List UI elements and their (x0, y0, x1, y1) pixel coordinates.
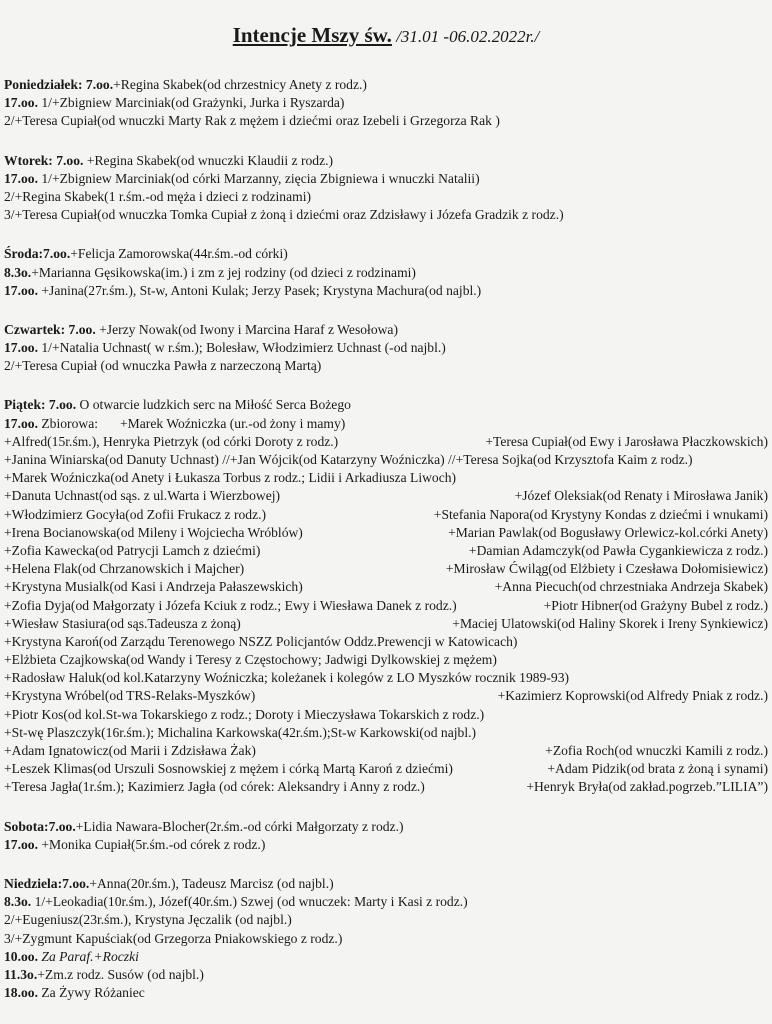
intention-right: +Damian Adamczyk(od Pawła Cygankiewicza z rodz.) (468, 542, 768, 558)
mass-time: Czwartek: 7.oo. (4, 321, 96, 337)
intention-left: +Krystyna Wróbel(od TRS-Relaks-Myszków) (4, 688, 256, 704)
intention-line (4, 706, 768, 724)
intention-left: +Alfred(15r.śm.), Henryka Pietrzyk (od córki Doroty z rodz.) (4, 433, 339, 449)
intention-line (4, 687, 768, 705)
mass-time: 17.oo. (4, 95, 38, 111)
intention-text: +Lidia Nawara-Blocher(2r.śm.-od córki Małgorzaty z rodz.) (75, 818, 404, 834)
mass-time: 17.oo. (4, 170, 38, 186)
intention-italic: Za Paraf.+Roczki (37, 948, 139, 964)
mass-time: 11.3o. (4, 966, 38, 982)
intention-line (4, 760, 768, 778)
intention-text: +Marianna Gęsikowska(im.) i zm z jej rodziny (od dzieci z rodzinami) (31, 264, 416, 280)
mass-time: 17.oo. (4, 415, 38, 431)
intention-text: 2/+Teresa Cupiał(od wnuczki Marty Rak z mężem i dziećmi oraz Izebeli i Grzegorza Rak ) (4, 113, 500, 129)
intention-text: +Regina Skabek(od chrzestnicy Anety z rodz.) (113, 77, 367, 92)
page-title (0, 22, 772, 50)
intention-text: Za Żywy Różaniec (37, 985, 145, 1001)
intention-line (4, 170, 768, 188)
intention-left: +Radosław Haluk(od kol.Katarzyny Woźniczka; koleżanek i kolegów z LO Myszków rocznik 1989-93) (4, 670, 570, 686)
intention-text: 3/+Zygmunt Kapuściak(od Grzegorza Pniakowskiego z rodz.) (4, 930, 343, 946)
intention-text: +Felicja Zamorowska(44r.śm.-od córki) (70, 246, 288, 262)
intention-left: +Teresa Jagła(1r.śm.); Kazimierz Jagła (od córek: Aleksandry i Anny z rodz.) (4, 779, 425, 795)
intention-right: +Mirosław Ćwiląg(od Elżbiety i Czesława Dołomisiewicz) (445, 561, 768, 577)
intention-text: 2/+Eugeniusz(23r.śm.), Krystyna Jęczalik (od najbl.) (4, 912, 292, 928)
intention-line (4, 506, 768, 524)
title-dates: /31.01 -06.02.2022r./ (391, 27, 540, 46)
intention-line (4, 875, 768, 893)
intention-left: +Adam Ignatowicz(od Marii i Zdzisława Żak) (4, 743, 256, 758)
mass-time: Poniedziałek: 7.oo. (4, 77, 114, 92)
intention-right: +Zofia Roch(od wnuczki Kamili z rodz.) (545, 743, 768, 758)
intention-line (4, 357, 768, 375)
intention-left: +Krystyna Karoń(od Zarządu Terenowego NSZZ Policjantów Oddz.Prewencji w Katowicach) (4, 633, 518, 649)
intention-text: 1/+Natalia Uchnast( w r.śm.); Bolesław, Włodzimierz Uchnast (-od najbl.) (37, 340, 446, 356)
intention-line (4, 669, 768, 687)
intention-left: +Elżbieta Czajkowska(od Wandy i Teresy z Częstochowy; Jadwigi Dylkowskiej z mężem) (4, 652, 497, 668)
intention-text: O otwarcie ludzkich serc na Miłość Serca Bożego (76, 397, 351, 413)
intention-line (4, 469, 768, 487)
intention-line (4, 188, 768, 206)
friday-intentions (4, 433, 768, 797)
intention-line (4, 112, 768, 130)
intention-text: 1/+Zbigniew Marciniak(od Grażynki, Jurka i Ryszarda) (37, 95, 345, 111)
mass-time: 17.oo. (4, 836, 38, 852)
intention-left: +Piotr Kos(od kol.St-wa Tokarskiego z rodz.; Doroty i Mieczysława Tokarskich z rodz.) (4, 706, 485, 722)
intention-left: +Leszek Klimas(od Urszuli Sosnowskiej z mężem i córką Martą Karoń z dziećmi) (4, 761, 453, 777)
intention-right: +Marian Pawlak(od Bogusławy Orlewicz-kol.córki Anety) (448, 524, 768, 540)
intention-text: 1/+Zbigniew Marciniak(od córki Marzanny, zięcia Zbigniewa i wnuczki Natalii) (37, 170, 480, 186)
intention-line (4, 264, 768, 282)
intention-left: +Zofia Dyja(od Małgorzaty i Józefa Kciuk z rodz.; Ewy i Wiesława Danek z rodz.) (4, 597, 457, 613)
mass-time: 17.oo. (4, 282, 38, 298)
intention-line (4, 911, 768, 929)
intention-right: +Kazimierz Koprowski(od Alfredy Pniak z rodz.) (497, 688, 768, 704)
mass-time: 18.oo. (4, 985, 38, 1001)
intention-text: Zbiorowa: (37, 415, 99, 431)
intention-left: +Danuta Uchnast(od sąs. z ul.Warta i Wierzbowej) (4, 488, 281, 504)
day-monday (4, 76, 768, 131)
intention-right: +Stefania Napora(od Krystyny Kondas z dziećmi i wnukami) (433, 506, 768, 522)
intention-line (4, 651, 768, 669)
intention-line (4, 451, 768, 469)
intention-text: 2/+Teresa Cupiał (od wnuczka Pawła z narzeczoną Martą) (4, 358, 322, 374)
intention-left: +Zofia Kawecka(od Patrycji Lamch z dziećmi) (4, 542, 261, 558)
intention-text: +Anna(20r.śm.), Tadeusz Marcisz (od najbl.) (89, 875, 334, 891)
intention-left: +Janina Winiarska(od Danuty Uchnast) //+Jan Wójcik(od Katarzyny Woźniczka) //+Teresa Sojka(od Krzysztofa Kaim z rodz.) (4, 452, 693, 467)
intention-text: +Regina Skabek(od wnuczki Klaudii z rodz.) (83, 152, 334, 168)
intention-line (4, 524, 768, 542)
day-tuesday (4, 152, 768, 225)
intentions-list (4, 76, 768, 1023)
intention-right: +Maciej Ulatowski(od Haliny Skorek i Ireny Synkiewicz) (452, 615, 768, 631)
intention-text: 3/+Teresa Cupiał(od wnuczka Tomka Cupiał z żoną i dziećmi oraz Zdzisławy i Józefa Gradzik z rodz.) (4, 207, 564, 223)
intention-left: +Marek Woźniczka(od Anety i Łukasza Torbus z rodz.; Lidii i Arkadiusza Liwoch) (4, 470, 457, 486)
mass-time: 10.oo. (4, 948, 38, 964)
intention-line (4, 818, 768, 836)
mass-time: 8.3o. (4, 264, 32, 280)
intention-right: +Anna Piecuch(od chrzestniaka Andrzeja Skabek) (494, 579, 768, 595)
intention-right: +Adam Pidzik(od brata z żoną i synami) (547, 761, 768, 777)
intention-line (4, 542, 768, 560)
intention-line (4, 152, 768, 170)
intention-right: +Józef Oleksiak(od Renaty i Mirosława Janik) (514, 488, 768, 504)
intention-line (4, 560, 768, 578)
day-sunday (4, 875, 768, 1002)
intention-text: +Monika Cupiał(5r.śm.-od córek z rodz.) (37, 836, 266, 852)
intention-right: +Henryk Bryła(od zakład.pogrzeb.”LILIA”) (526, 779, 768, 795)
day-wednesday (4, 245, 768, 300)
intention-left: +Irena Bocianowska(od Mileny i Wojciecha Wróblów) (4, 524, 303, 540)
day-saturday (4, 818, 768, 854)
intention-right: +Teresa Cupiał(od Ewy i Jarosława Płaczkowskich) (485, 433, 768, 449)
friday-collective-line (4, 415, 768, 433)
intention-line (4, 984, 768, 1002)
intention-line (4, 724, 768, 742)
intention-line (4, 76, 768, 94)
intention-line (4, 339, 768, 357)
intention-left: +Wiesław Stasiura(od sąs.Tadeusza z żoną) (4, 615, 241, 631)
intention-left: +Helena Flak(od Chrzanowskich i Majcher) (4, 561, 245, 577)
mass-time: Wtorek: 7.oo. (4, 152, 84, 168)
intention-line (4, 245, 768, 263)
intention-line (4, 597, 768, 615)
day-thursday (4, 321, 768, 376)
collective-label (4, 415, 98, 433)
intention-line (4, 94, 768, 112)
intention-line (4, 948, 768, 966)
intention-text: +Zm.z rodz. Susów (od najbl.) (37, 966, 204, 982)
intention-line (4, 778, 768, 796)
intention-left: +Włodzimierz Gocyła(od Zofii Frukacz z rodz.) (4, 506, 267, 522)
intention-left: +St-wę Plaszczyk(16r.śm.); Michalina Karkowska(42r.śm.);St-w Karkowski(od najbl.) (4, 724, 477, 740)
intention-text: +Janina(27r.śm.), St-w, Antoni Kulak; Jerzy Pasek; Krystyna Machura(od najbl.) (37, 282, 482, 298)
intention-text: 1/+Leokadia(10r.śm.), Józef(40r.śm.) Szwej (od wnuczek: Marty i Kasi z rodz.) (31, 894, 468, 910)
intention-left: +Krystyna Musialk(od Kasi i Andrzeja Pałaszewskich) (4, 579, 303, 595)
intention-line (4, 578, 768, 596)
intention-line (4, 321, 768, 339)
mass-time: Piątek: 7.oo. (4, 397, 77, 413)
intention-line (4, 487, 768, 505)
intention-line (4, 930, 768, 948)
intention-right: +Piotr Hibner(od Grażyny Bubel z rodz.) (543, 597, 768, 613)
intention-line (4, 742, 768, 760)
intention-line (4, 206, 768, 224)
intention-line (4, 966, 768, 984)
intention-line (4, 836, 768, 854)
intention-right: +Marek Woźniczka (ur.-od żony i mamy) (120, 415, 346, 431)
title-main: Intencje Mszy św. (232, 23, 392, 47)
friday-morning-line (4, 396, 768, 414)
mass-time: Sobota:7.oo. (4, 818, 76, 834)
intention-line (4, 633, 768, 651)
intention-text: +Jerzy Nowak(od Iwony i Marcina Haraf z Wesołowa) (95, 321, 398, 337)
intention-line (4, 893, 768, 911)
day-friday (4, 396, 768, 796)
intention-line (4, 282, 768, 300)
mass-time: 17.oo. (4, 340, 38, 356)
mass-time: Niedziela:7.oo. (4, 875, 90, 891)
intention-line (4, 433, 768, 451)
intention-text: 2/+Regina Skabek(1 r.śm.-od męża i dzieci z rodzinami) (4, 188, 312, 204)
mass-time: Środa:7.oo. (4, 246, 71, 262)
mass-time: 8.3o. (4, 894, 32, 910)
intention-line (4, 615, 768, 633)
